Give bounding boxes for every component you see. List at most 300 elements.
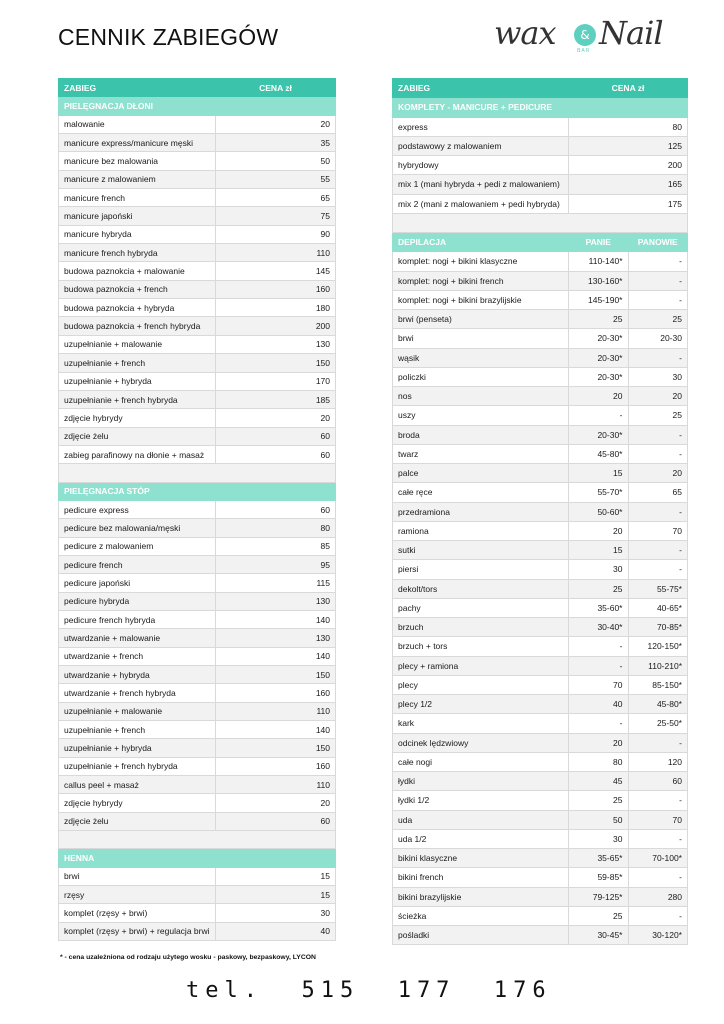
treatment-name: budowa paznokcia + french hybryda: [59, 317, 216, 335]
price-women: 20-30*: [569, 329, 629, 348]
treatment-name: manicure hybryda: [59, 225, 216, 243]
treatment-price: 200: [216, 317, 336, 335]
price-men: 55-75*: [628, 579, 688, 598]
price-men: 70-85*: [628, 618, 688, 637]
column-men: PANOWIE: [628, 233, 688, 252]
table-row: [59, 610, 336, 628]
treatment-name: mix 2 (mani z malowaniem + pedi hybryda): [393, 194, 569, 213]
table-row: [393, 175, 688, 194]
treatment-price: 185: [216, 390, 336, 408]
logo-word-nail: Nail: [599, 14, 663, 52]
treatment-name: manicure french hybryda: [59, 244, 216, 262]
treatment-price: 140: [216, 721, 336, 739]
price-men: 20: [628, 464, 688, 483]
treatment-price: 40: [216, 922, 336, 940]
table-row: [393, 541, 688, 560]
treatment-name: rzęsy: [59, 886, 216, 904]
treatment-name: palce: [393, 464, 569, 483]
treatment-name: bikini klasyczne: [393, 849, 569, 868]
treatment-name: wąsik: [393, 348, 569, 367]
treatment-name: manicure japoński: [59, 207, 216, 225]
table-row: [393, 136, 688, 155]
price-men: -: [628, 271, 688, 290]
section-header: [59, 849, 336, 867]
header-treatment: ZABIEG: [393, 79, 569, 98]
table-row: [59, 904, 336, 922]
treatment-price: 200: [569, 156, 688, 175]
table-row: [393, 464, 688, 483]
treatment-price: 160: [216, 757, 336, 775]
price-men: 20: [628, 387, 688, 406]
price-women: 15: [569, 541, 629, 560]
treatment-price: 130: [216, 592, 336, 610]
treatment-name: utwardzanie + french hybryda: [59, 684, 216, 702]
price-women: 25: [569, 310, 629, 329]
table-row: [59, 519, 336, 537]
table-row: [393, 810, 688, 829]
treatment-name: pachy: [393, 598, 569, 617]
price-women: 55-70*: [569, 483, 629, 502]
treatment-name: manicure bez malowania: [59, 152, 216, 170]
treatment-name: brzuch: [393, 618, 569, 637]
treatment-price: 95: [216, 555, 336, 573]
table-row: [59, 739, 336, 757]
treatment-price: 145: [216, 262, 336, 280]
price-women: 30-45*: [569, 926, 629, 945]
price-men: 25: [628, 406, 688, 425]
price-men: 110-210*: [628, 656, 688, 675]
treatment-price: 110: [216, 776, 336, 794]
price-men: -: [628, 444, 688, 463]
table-row: [59, 922, 336, 940]
price-women: 35-65*: [569, 849, 629, 868]
treatment-name: callus peel + masaż: [59, 776, 216, 794]
treatment-price: 115: [216, 574, 336, 592]
treatment-price: 60: [216, 445, 336, 463]
price-men: 70: [628, 810, 688, 829]
price-women: 20: [569, 733, 629, 752]
table-row: [59, 867, 336, 885]
treatment-price: 60: [216, 427, 336, 445]
treatment-name: manicure z malowaniem: [59, 170, 216, 188]
treatment-name: komplet (rzęsy + brwi) + regulacja brwi: [59, 922, 216, 940]
treatment-price: 150: [216, 666, 336, 684]
treatment-name: brzuch + tors: [393, 637, 569, 656]
price-women: 25: [569, 906, 629, 925]
table-row: [59, 794, 336, 812]
price-men: 40-65*: [628, 598, 688, 617]
price-men: -: [628, 733, 688, 752]
treatment-name: broda: [393, 425, 569, 444]
price-women: 40: [569, 695, 629, 714]
wax-nail-logo: [494, 14, 674, 60]
treatment-name: komplet: nogi + bikini french: [393, 271, 569, 290]
price-women: 25: [569, 791, 629, 810]
table-row: [59, 574, 336, 592]
treatment-name: budowa paznokcia + french: [59, 280, 216, 298]
price-women: 15: [569, 464, 629, 483]
table-row: [59, 537, 336, 555]
logo-word-wax: wax: [494, 14, 556, 52]
treatment-name: pedicure french: [59, 555, 216, 573]
treatment-name: brwi: [393, 329, 569, 348]
treatment-price: 50: [216, 152, 336, 170]
treatment-price: 150: [216, 739, 336, 757]
spacer-row: [59, 831, 336, 849]
price-women: 79-125*: [569, 887, 629, 906]
treatment-name: bikini french: [393, 868, 569, 887]
treatment-price: 90: [216, 225, 336, 243]
table-row: [59, 555, 336, 573]
price-women: 20-30*: [569, 348, 629, 367]
logo-bar-text: BAR: [577, 48, 591, 54]
treatment-name: policzki: [393, 367, 569, 386]
treatment-name: łydki: [393, 772, 569, 791]
treatment-name: uzupełnianie + malowanie: [59, 702, 216, 720]
section-header: [393, 98, 688, 117]
spacer-row: [393, 213, 688, 232]
price-men: -: [628, 541, 688, 560]
treatment-name: uzupełnianie + french: [59, 721, 216, 739]
table-row: [393, 887, 688, 906]
table-row: [393, 252, 688, 271]
treatment-name: express: [393, 117, 569, 136]
treatment-price: 160: [216, 280, 336, 298]
price-women: 20: [569, 387, 629, 406]
table-row: [393, 502, 688, 521]
treatment-name: dekolt/tors: [393, 579, 569, 598]
price-men: 120: [628, 752, 688, 771]
price-women: -: [569, 406, 629, 425]
table-row: [59, 299, 336, 317]
treatment-name: pedicure express: [59, 500, 216, 518]
price-women: -: [569, 637, 629, 656]
price-men: -: [628, 425, 688, 444]
treatment-price: 165: [569, 175, 688, 194]
price-women: 35-60*: [569, 598, 629, 617]
treatment-name: komplet: nogi + bikini klasyczne: [393, 252, 569, 271]
treatment-price: 75: [216, 207, 336, 225]
price-women: 110-140*: [569, 252, 629, 271]
table-row: [393, 348, 688, 367]
table-row: [393, 194, 688, 213]
treatment-price: 15: [216, 867, 336, 885]
column-women: PANIE: [569, 233, 629, 252]
price-men: 25-50*: [628, 714, 688, 733]
page-title: CENNIK ZABIEGÓW: [58, 24, 279, 50]
section-header: [59, 97, 336, 115]
section-title: PIELĘGNACJA DŁONI: [59, 97, 336, 115]
treatment-price: 60: [216, 812, 336, 830]
treatment-name: plecy: [393, 675, 569, 694]
treatment-name: łydki 1/2: [393, 791, 569, 810]
table-row: [393, 791, 688, 810]
table-row: [59, 115, 336, 133]
header-price: CENA zł: [216, 79, 336, 97]
treatment-name: piersi: [393, 560, 569, 579]
treatment-price: 125: [569, 136, 688, 155]
table-row: [59, 207, 336, 225]
table-row: [59, 757, 336, 775]
price-men: 85-150*: [628, 675, 688, 694]
table-row: [59, 152, 336, 170]
table-row: [393, 560, 688, 579]
table-row: [393, 117, 688, 136]
price-men: -: [628, 906, 688, 925]
treatment-price: 15: [216, 886, 336, 904]
table-row: [59, 262, 336, 280]
table-row: [393, 521, 688, 540]
treatment-name: malowanie: [59, 115, 216, 133]
price-men: -: [628, 252, 688, 271]
price-men: -: [628, 348, 688, 367]
treatment-price: 80: [216, 519, 336, 537]
footnote: * - cena uzależniona od rodzaju użytego wosku - paskowy, bezpaskowy, LYCON: [60, 954, 316, 961]
treatment-name: budowa paznokcia + malowanie: [59, 262, 216, 280]
treatment-name: zdjęcie hybrydy: [59, 409, 216, 427]
phone-number: tel. 515 177 176: [186, 978, 552, 1003]
treatment-name: zdjęcie żelu: [59, 812, 216, 830]
table-row: [393, 310, 688, 329]
table-row: [59, 776, 336, 794]
treatment-price: 20: [216, 794, 336, 812]
table-row: [59, 629, 336, 647]
section-title: HENNA: [59, 849, 336, 867]
section-title: PIELĘGNACJA STÓP: [59, 482, 336, 500]
treatment-name: zabieg parafinowy na dłonie + masaż: [59, 445, 216, 463]
treatment-price: 150: [216, 354, 336, 372]
treatment-name: uzupełnianie + malowanie: [59, 335, 216, 353]
treatment-name: pedicure hybryda: [59, 592, 216, 610]
table-row: [393, 906, 688, 925]
treatment-price: 55: [216, 170, 336, 188]
price-men: -: [628, 290, 688, 309]
spacer-cell: [393, 213, 688, 232]
price-men: 30-120*: [628, 926, 688, 945]
price-men: 25: [628, 310, 688, 329]
price-men: 70-100*: [628, 849, 688, 868]
price-women: 30: [569, 560, 629, 579]
table-row: [59, 721, 336, 739]
section-title: DEPILACJA: [393, 233, 569, 252]
treatment-price: 160: [216, 684, 336, 702]
treatment-name: przedramiona: [393, 502, 569, 521]
table-row: [393, 868, 688, 887]
price-men: 45-80*: [628, 695, 688, 714]
header-treatment: ZABIEG: [59, 79, 216, 97]
price-women: -: [569, 656, 629, 675]
treatment-price: 140: [216, 610, 336, 628]
table-row: [393, 772, 688, 791]
treatment-price: 20: [216, 115, 336, 133]
treatment-name: pedicure french hybryda: [59, 610, 216, 628]
price-men: -: [628, 829, 688, 848]
table-row: [59, 225, 336, 243]
price-men: 60: [628, 772, 688, 791]
price-table-left: [58, 78, 336, 941]
spacer-cell: [59, 831, 336, 849]
treatment-price: 20: [216, 409, 336, 427]
treatment-name: odcinek lędzwiowy: [393, 733, 569, 752]
treatment-name: pedicure japoński: [59, 574, 216, 592]
table-row: [59, 189, 336, 207]
treatment-price: 65: [216, 189, 336, 207]
table-row: [393, 675, 688, 694]
treatment-name: plecy 1/2: [393, 695, 569, 714]
table-row: [59, 354, 336, 372]
treatment-name: uzupełnianie + hybryda: [59, 739, 216, 757]
table-row: [393, 656, 688, 675]
price-women: 145-190*: [569, 290, 629, 309]
treatment-name: pośladki: [393, 926, 569, 945]
table-row: [393, 733, 688, 752]
section-header: [393, 233, 688, 252]
treatment-price: 180: [216, 299, 336, 317]
table-row: [59, 317, 336, 335]
treatment-name: sutki: [393, 541, 569, 560]
header-price: CENA zł: [569, 79, 688, 98]
treatment-name: brwi (penseta): [393, 310, 569, 329]
price-men: 65: [628, 483, 688, 502]
table-row: [393, 329, 688, 348]
treatment-price: 110: [216, 244, 336, 262]
table-row: [59, 170, 336, 188]
treatment-name: uszy: [393, 406, 569, 425]
price-women: 20-30*: [569, 367, 629, 386]
table-row: [59, 244, 336, 262]
table-row: [393, 406, 688, 425]
table-row: [393, 290, 688, 309]
table-row: [59, 812, 336, 830]
table-row: [59, 647, 336, 665]
table-row: [393, 618, 688, 637]
price-men: 20-30: [628, 329, 688, 348]
price-women: 45-80*: [569, 444, 629, 463]
price-men: -: [628, 502, 688, 521]
treatment-name: uzupełnianie + french: [59, 354, 216, 372]
price-men: -: [628, 791, 688, 810]
table-row: [59, 134, 336, 152]
table-row: [59, 592, 336, 610]
treatment-name: zdjęcie hybrydy: [59, 794, 216, 812]
table-row: [393, 926, 688, 945]
treatment-name: manicure express/manicure męski: [59, 134, 216, 152]
table-row: [393, 695, 688, 714]
treatment-price: 170: [216, 372, 336, 390]
treatment-name: bikini brazylijskie: [393, 887, 569, 906]
treatment-name: utwardzanie + malowanie: [59, 629, 216, 647]
price-men: 30: [628, 367, 688, 386]
table-row: [393, 444, 688, 463]
price-men: 120-150*: [628, 637, 688, 656]
table-row: [59, 372, 336, 390]
table-row: [59, 445, 336, 463]
table-row: [59, 886, 336, 904]
treatment-name: uda: [393, 810, 569, 829]
table-row: [393, 579, 688, 598]
treatment-name: uzupełnianie + hybryda: [59, 372, 216, 390]
treatment-name: twarz: [393, 444, 569, 463]
price-women: 45: [569, 772, 629, 791]
price-men: 70: [628, 521, 688, 540]
table-row: [393, 714, 688, 733]
treatment-price: 110: [216, 702, 336, 720]
table-row: [393, 752, 688, 771]
treatment-price: 175: [569, 194, 688, 213]
treatment-name: pedicure z malowaniem: [59, 537, 216, 555]
treatment-price: 80: [569, 117, 688, 136]
section-title: KOMPLETY - MANICURE + PEDICURE: [393, 98, 688, 117]
price-women: 130-160*: [569, 271, 629, 290]
table-row: [59, 335, 336, 353]
treatment-name: uda 1/2: [393, 829, 569, 848]
treatment-name: uzupełnianie + french hybryda: [59, 390, 216, 408]
table-row: [393, 425, 688, 444]
treatment-price: 140: [216, 647, 336, 665]
treatment-name: hybrydowy: [393, 156, 569, 175]
treatment-name: uzupełnianie + french hybryda: [59, 757, 216, 775]
price-men: -: [628, 560, 688, 579]
price-women: 25: [569, 579, 629, 598]
price-women: 59-85*: [569, 868, 629, 887]
price-women: 80: [569, 752, 629, 771]
treatment-name: zdjęcie żelu: [59, 427, 216, 445]
table-row: [393, 849, 688, 868]
treatment-name: ścieżka: [393, 906, 569, 925]
treatment-price: 130: [216, 629, 336, 647]
table-header: [59, 79, 336, 97]
price-women: 30-40*: [569, 618, 629, 637]
treatment-name: komplet: nogi + bikini brazylijskie: [393, 290, 569, 309]
table-row: [59, 500, 336, 518]
table-row: [393, 271, 688, 290]
table-row: [59, 427, 336, 445]
table-row: [393, 387, 688, 406]
table-row: [393, 598, 688, 617]
treatment-name: nos: [393, 387, 569, 406]
price-women: 20-30*: [569, 425, 629, 444]
spacer-cell: [59, 464, 336, 482]
price-women: -: [569, 714, 629, 733]
treatment-name: całe nogi: [393, 752, 569, 771]
table-row: [59, 702, 336, 720]
treatment-price: 30: [216, 904, 336, 922]
logo-ampersand-icon: &: [574, 24, 596, 46]
table-row: [59, 280, 336, 298]
table-row: [393, 637, 688, 656]
price-men: 280: [628, 887, 688, 906]
price-women: 70: [569, 675, 629, 694]
table-row: [59, 390, 336, 408]
table-row: [393, 367, 688, 386]
treatment-name: kark: [393, 714, 569, 733]
table-row: [59, 684, 336, 702]
treatment-name: brwi: [59, 867, 216, 885]
table-header: [393, 79, 688, 98]
treatment-name: utwardzanie + hybryda: [59, 666, 216, 684]
treatment-price: 130: [216, 335, 336, 353]
treatment-name: utwardzanie + french: [59, 647, 216, 665]
treatment-price: 85: [216, 537, 336, 555]
spacer-row: [59, 464, 336, 482]
treatment-name: komplet (rzęsy + brwi): [59, 904, 216, 922]
treatment-name: manicure french: [59, 189, 216, 207]
section-header: [59, 482, 336, 500]
treatment-name: plecy + ramiona: [393, 656, 569, 675]
table-row: [393, 156, 688, 175]
treatment-name: całe ręce: [393, 483, 569, 502]
treatment-name: pedicure bez malowania/męski: [59, 519, 216, 537]
